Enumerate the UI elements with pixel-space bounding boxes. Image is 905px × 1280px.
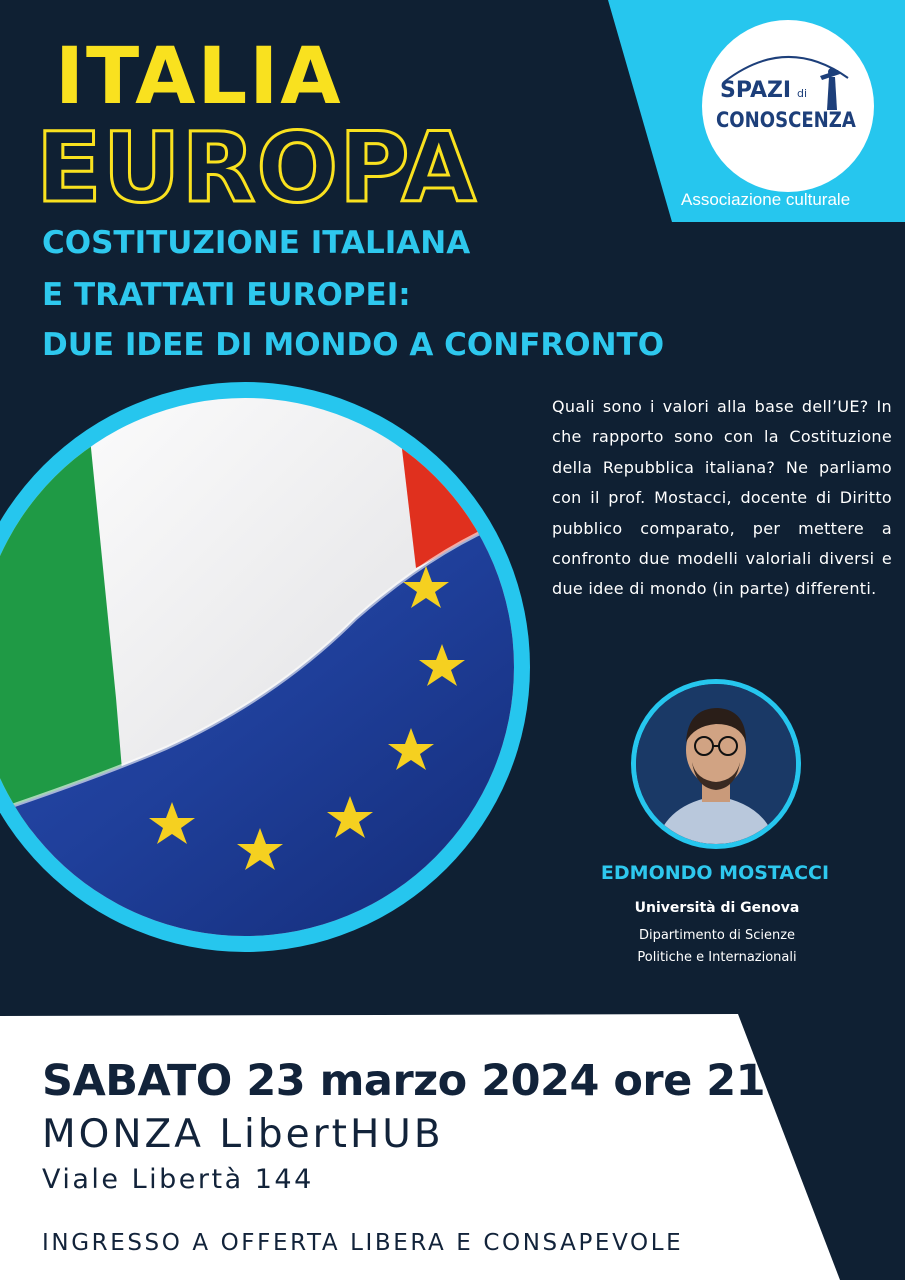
event-entry: INGRESSO A OFFERTA LIBERA E CONSAPEVOLE — [42, 1230, 684, 1256]
trumpet-icon — [818, 66, 848, 112]
event-address: Viale Libertà 144 — [42, 1164, 314, 1195]
speaker-photo-frame — [631, 679, 801, 849]
subtitle-line3: DUE IDEE DI MONDO A CONFRONTO — [42, 327, 665, 363]
logo-name-line2: CONOSCENZA — [716, 108, 856, 132]
event-description: Quali sono i valori alla base dell’UE? In che rapporto sono con la Costituzione della Repubblica italiana? Ne parliamo con il prof. Mostacci, docente di Diritto pubblico comparato, per mettere a confronto due modelli valoriali diversi e due idee di mondo (in parte) differenti. — [552, 397, 892, 599]
speaker-university: Università di Genova — [634, 900, 800, 916]
logo-name-line1: SPAZI — [720, 78, 792, 103]
speaker-name: EDMONDO MOSTACCI — [600, 862, 830, 884]
logo-tagline: Associazione culturale — [681, 190, 851, 209]
speaker-department — [600, 925, 834, 969]
speaker-photo — [636, 684, 796, 844]
subtitle-line1: COSTITUZIONE ITALIANA — [42, 225, 471, 261]
logo-name-di: di — [797, 87, 808, 100]
flag-image — [0, 382, 530, 952]
event-date: SABATO 23 marzo 2024 ore 21 — [42, 1056, 766, 1106]
speaker-department-line2: Politiche e Internazionali — [637, 950, 797, 965]
subtitle-line2: E TRATTATI EUROPEI: — [42, 277, 411, 313]
speaker-department-line1: Dipartimento di Scienze — [638, 928, 796, 943]
title-italia: ITALIA — [55, 32, 343, 122]
flag-illustration — [0, 398, 514, 936]
event-place: MONZA LibertHUB — [42, 1112, 444, 1157]
title-europa: EUROPA — [36, 112, 477, 224]
